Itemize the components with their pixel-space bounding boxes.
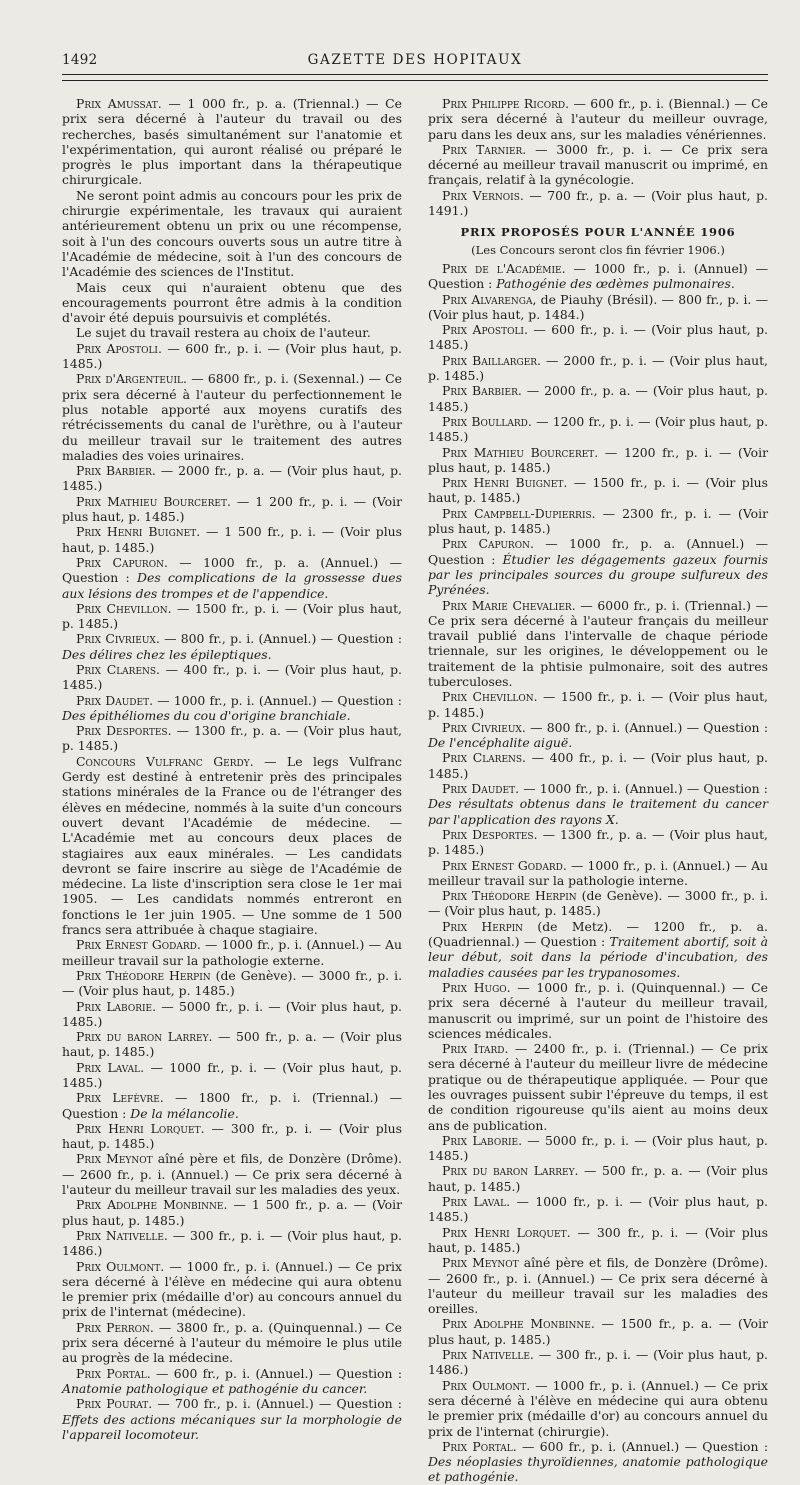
prize-entry-lorquet: [62, 1121, 402, 1152]
prize-name: Concours Vulfranc Gerdy.: [76, 753, 254, 769]
prize-question: Traitement abortif, soit à leur début, soit dans la période d'incubation, des maladies causées par les trypanosomes.: [428, 934, 768, 980]
prize-details: — 700 fr., p. i. (Annuel.) — Question :: [152, 1396, 402, 1412]
prize-entry-alvarenga: [428, 292, 768, 323]
prize-entry-r-clarens: [428, 750, 768, 781]
prize-entry-chevillon: [62, 601, 402, 632]
prize-details: — 1000 fr., p. i. (Annuel.) — Question :: [519, 781, 768, 797]
prize-details: — 600 fr., p. i. — (Voir plus haut, p. 1485.): [428, 322, 768, 353]
prize-details: — 1300 fr., p. a. — (Voir plus haut, p. 1485.): [62, 723, 402, 754]
prize-details: — 300 fr., p. i. — (Voir plus haut, p. 1485.): [62, 1120, 402, 1152]
prize-details: — 6800 fr., p. i. (Sexennal.) — Ce prix sera décerné à l'auteur du perfectionnement le plus notable apporté aux moyens curatifs des rétrécissements du canal de l'urèthre, ou à l'auteur du meilleur travail sur le traitement des autres maladies des voies urinaires.: [62, 371, 402, 463]
prize-entry-monbinne: [62, 1197, 402, 1228]
prize-details: — 6000 fr., p. i. (Triennal.) — Ce prix sera décerné à l'auteur français du meilleur travail publié dans l'intervalle de chaque période triennale, sur les origines, le développement ou le traitement de la phtisie pulmonaire, soit des autres tuberculoses.: [428, 597, 768, 689]
prize-entry-itard: [428, 1041, 768, 1133]
prize-entry-r-oulmont: [428, 1378, 768, 1439]
prize-details: — 600 fr., p. i. (Annuel.) — Question :: [150, 1365, 402, 1381]
prize-details: — 3000 fr., p. i. — Ce prix sera décerné au meilleur travail manuscrit ou imprimé, en français, relatif à la gynécologie.: [428, 141, 768, 188]
prize-name: Prix Ernest Godard.: [442, 857, 567, 873]
right-column: [428, 96, 769, 1485]
prize-entry-desportes: [62, 723, 402, 754]
paragraph: Le sujet du travail restera au choix de l'auteur.: [76, 325, 371, 341]
prize-entry-nativelle: [62, 1228, 402, 1259]
prize-name: Prix Desportes.: [442, 826, 538, 842]
page-header: [62, 52, 768, 72]
prize-entry-r-nativelle: [428, 1347, 768, 1378]
prize-name: Prix Boullard.: [442, 413, 532, 429]
prize-details: — 2400 fr., p. i. (Triennal.) — Ce prix sera décerné à l'auteur du meilleur livre de médecine pratique ou de thérapeutique appliquée. — Pour que les ouvrages puissent subir l'épreuve du temps, il est de condition rigoureuse qu'ils aient au moins deux ans de publication.: [428, 1041, 769, 1133]
prize-name: Prix d'Argenteuil.: [76, 371, 187, 387]
prize-entry-r-chevillon: [428, 689, 768, 720]
prize-question: Des complications de la grossesse dues aux lésions des trompes et de l'appendice.: [62, 570, 403, 601]
prize-name: Prix de l'Académie.: [442, 260, 566, 276]
prize-entry-amussat: [62, 96, 402, 188]
prize-details: — 1 000 fr., p. a. (Triennal.) — Ce prix sera décerné à l'auteur du travail ou des recherches, basés simultanément sur l'anatomie et l'expérimentation, qui auront réalisé ou préparé le progrès le plus important dans la thérapeutique chirurgicale.: [62, 96, 402, 188]
prize-name: Prix Daudet.: [76, 692, 154, 708]
prize-name: Prix Théodore Herpin: [76, 967, 211, 983]
prize-details: — 700 fr., p. a. — (Voir plus haut, p. 1491.): [428, 187, 768, 219]
prize-entry-r-godard: [428, 858, 768, 889]
prize-entry-r-monbinne: [428, 1316, 768, 1347]
prize-details: (de Genève). — 3000 fr., p. i. — (Voir plus haut, p. 1485.): [428, 888, 769, 919]
page-number: 1492: [62, 52, 98, 68]
prize-entry-laborie: [62, 999, 402, 1030]
prize-entry-meynot: [62, 1151, 402, 1197]
prize-question: Pathogénie des œdèmes pulmonaires.: [496, 276, 735, 292]
prize-details: (de Metz). — 1200 fr., p. a. (Quadriennal.) — Question :: [428, 918, 768, 950]
prize-question: Effets des actions mécaniques sur la morphologie de l'appareil locomoteur.: [62, 1411, 402, 1442]
prize-details: — 1000 fr., p. i. (Annuel.) — Ce prix sera décerné à l'élève en médecine qui aura obtenu le premier prix (médaille d'or) au concours annuel du prix de l'internat (chirurgie).: [428, 1377, 768, 1439]
prize-name: Prix Civrieux.: [442, 719, 526, 735]
prize-question: Des néoplasies thyroïdiennes, anatomie pathologique et pathogénie.: [428, 1454, 768, 1485]
prize-entry-baillarger: [428, 353, 768, 384]
prize-name: Prix Henri Buignet.: [442, 475, 568, 491]
prize-entry-tarnier: [428, 142, 768, 188]
prize-name: Prix Daudet.: [442, 781, 520, 797]
prize-entry-hugo: [428, 980, 768, 1041]
prize-details: — 1500 fr., p. i. — (Voir plus haut, p. 1485.): [428, 475, 769, 506]
prize-name: Prix Desportes.: [76, 723, 172, 739]
prize-name: Prix Civrieux.: [76, 631, 160, 647]
prize-name: Prix Hugo.: [442, 979, 511, 995]
prize-entry-r-lorquet: [428, 1225, 768, 1256]
prize-entry-bourceret: [62, 494, 402, 525]
prize-name: Prix Adolphe Monbinne.: [442, 1316, 595, 1332]
prize-entry-perron: [62, 1320, 402, 1366]
prize-details: — 600 fr., p. i. (Biennal.) — Ce prix sera décerné à l'auteur du meilleur ouvrage, paru dans les deux ans, sur les maladies vénériennes.: [428, 96, 768, 142]
prize-details: — 400 fr., p. i. — (Voir plus haut, p. 1485.): [428, 750, 768, 781]
prize-entry-r-apostoli: [428, 322, 768, 353]
prize-name: Prix Meynot: [76, 1151, 153, 1167]
prize-details: aîné père et fils, de Donzère (Drôme). — 2600 fr., p. i. (Annuel.) — Ce prix sera décerné à l'auteur du meilleur travail sur les maladies des yeux.: [62, 1151, 402, 1198]
prize-entry-lefevre: [62, 1090, 402, 1121]
prize-name: Prix Henri Lorquet.: [76, 1120, 205, 1136]
prize-entry-larrey: [62, 1029, 402, 1060]
prize-name: Prix Apostoli.: [442, 322, 528, 338]
prize-details: — 1000 fr., p. i. (Annuel.) — Ce prix sera décerné à l'élève en médecine qui aura obtenu le premier prix (médaille d'or) au concours annuel du prix de l'internat (médecine).: [62, 1258, 402, 1320]
prize-name: Prix Philippe Ricord.: [442, 96, 570, 111]
prize-details: — 1000 fr., p. i. (Quinquennal.) — Ce prix sera décerné à l'auteur du meilleur travail, manuscrit ou imprimé, sur un point de l'histoire des sciences médicales.: [428, 979, 768, 1041]
prize-details: — 1000 fr., p. i. (Annuel) — Question :: [428, 260, 768, 292]
paragraph: Ne seront point admis au concours pour les prix de chirurgie expérimentale, les travaux qui auraient antérieurement obtenu un prix ou une récompense, soit à l'un des concours ouverts sous un autre titre à l'Académie de médecine, soit à l'un des concours de l'Académie des sciences de l'Institut.: [62, 187, 402, 280]
prize-name: Prix Henri Buignet.: [76, 524, 201, 540]
prize-details: — 500 fr., p. a. — (Voir plus haut, p. 1485.): [428, 1163, 768, 1194]
prize-name: Prix Portal.: [76, 1365, 151, 1381]
prize-details: de Piauhy (Brésil). — 800 fr., p. i. — (Voir plus haut, p. 1484.): [428, 291, 769, 322]
prize-details: — 1000 fr., p. a. (Annuel.) — Question :: [62, 554, 402, 586]
prize-question: De la mélancolie.: [130, 1105, 239, 1121]
prize-question: Des résultats obtenus dans le traitement du cancer par l'application des rayons X.: [428, 796, 768, 827]
prize-name: Prix Henri Lorquet.: [442, 1224, 571, 1240]
prize-name: Prix du baron Larrey.: [76, 1029, 213, 1045]
prize-name: Prix Nativelle.: [76, 1227, 168, 1243]
prize-name: Prix Clarens.: [442, 750, 526, 766]
prize-entry-academie: [428, 261, 768, 292]
prize-question: Anatomie pathologique et pathogénie du cancer.: [62, 1380, 368, 1396]
prize-details: — 1000 fr., p. i. — (Voir plus haut, p. 1485.): [428, 1194, 768, 1225]
prize-details: — 800 fr., p. i. (Annuel.) — Question :: [525, 719, 768, 735]
prize-entry-capuron: [62, 555, 402, 601]
prize-details: — 300 fr., p. i. — (Voir plus haut, p. 1485.): [428, 1224, 768, 1255]
prize-entry-r-daudet: [428, 781, 768, 827]
prize-entry-r-bourceret: [428, 445, 768, 476]
prize-details: — Le legs Vulfranc Gerdy est destiné à entretenir près des principales stations minérales de la France ou de l'étranger des élèves en médecine, nommés à la suite d'un concours ouvert devant l'Académie de médecine. — L'Académie met au concours deux places de stagiaires aux eaux minérales. — Les candidats devront se faire inscrire au siège de l'Académie de médecine. La liste d'inscription sera close le 1er mai 1905. — Les candidats nommés entreront en fonctions le 1er juin 1905. — Une somme de 1 500 francs sera attribuée à chaque stagiaire.: [62, 753, 402, 938]
prize-name: Prix Meynot: [442, 1255, 519, 1271]
header-rule-thin: [62, 80, 768, 81]
left-column: [62, 96, 403, 1442]
paragraph: Mais ceux qui n'auraient obtenu que des encouragements pourront être admis à la condition d'avoir été depuis poursuivis et complétés.: [62, 279, 402, 326]
prize-entry-boullard: [428, 414, 768, 445]
prize-name: Prix Clarens.: [76, 661, 160, 677]
prize-entry-r-laval: [428, 1194, 768, 1225]
prize-entry-r-civrieux: [428, 720, 768, 751]
prize-entry-vernois: [428, 188, 768, 219]
prize-entry-clarens: [62, 662, 402, 693]
prize-entry-r-portal: [428, 1439, 768, 1485]
prize-entry-chevalier: [428, 598, 768, 690]
prize-details: — 3800 fr., p. a. (Quinquennal.) — Ce prix sera décerné à l'auteur du mémoire le plus utile au progrès de la médecine.: [62, 1319, 402, 1366]
prize-entry-buignet: [62, 524, 402, 555]
prize-entry-r-larrey: [428, 1163, 768, 1194]
prize-name: Prix Marie Chevalier.: [442, 597, 576, 613]
prize-details: — 2000 fr., p. i. — (Voir plus haut, p. 1485.): [428, 352, 768, 384]
prize-name: Prix Mathieu Bourceret.: [442, 444, 599, 460]
prize-name: Prix Barbier.: [76, 463, 156, 479]
prize-entry-portal: [62, 1366, 402, 1397]
prize-details: — 1300 fr., p. a. — (Voir plus haut, p. 1485.): [428, 826, 768, 858]
prize-entry-oulmont: [62, 1259, 402, 1320]
prize-details: — 800 fr., p. i. (Annuel.) — Question :: [159, 631, 402, 647]
prize-details: — 1 500 fr., p. a. — (Voir plus haut, p. 1485.): [62, 1197, 402, 1228]
prize-details: — 300 fr., p. i. — (Voir plus haut, p. 1486.): [428, 1347, 768, 1378]
section-note: (Les Concours seront clos fin février 1906.): [471, 242, 725, 257]
prize-question: De l'encéphalite aiguë.: [428, 735, 573, 751]
prize-name: Prix Capuron.: [76, 554, 168, 570]
prize-name: Prix Ernest Godard.: [76, 937, 201, 953]
prize-name: Prix Nativelle.: [442, 1347, 534, 1363]
prize-details: (de Genève). — 3000 fr., p. i. — (Voir plus haut, p. 1485.): [62, 967, 403, 999]
prize-name: Prix Lefèvre.: [76, 1090, 164, 1106]
prize-details: — 600 fr., p. i. — (Voir plus haut, p. 1485.): [62, 340, 402, 372]
prize-details: — 1800 fr., p. i. (Triennal.) — Question :: [62, 1090, 402, 1121]
prize-name: Prix Itard.: [442, 1041, 509, 1057]
prize-entry-godard: [62, 937, 402, 968]
prize-details: — 5000 fr., p. i. — (Voir plus haut, p. 1485.): [62, 998, 402, 1029]
prize-details: — 1000 fr., p. i. (Annuel.) — Question :: [153, 692, 402, 708]
prize-name: Prix Pourat.: [76, 1396, 153, 1412]
prize-name: Prix du baron Larrey.: [442, 1163, 579, 1179]
prize-name: Prix Vernois.: [442, 187, 524, 203]
prize-details: — 2000 fr., p. a. — (Voir plus haut, p. 1485.): [428, 383, 768, 414]
prize-entry-r-herpin-geneve: [428, 888, 768, 919]
prize-entry-civrieux: [62, 631, 402, 662]
prize-details: — 1500 fr., p. i. — (Voir plus haut, p. 1485.): [62, 600, 403, 632]
prize-details: — 1000 fr., p. i. (Annuel.) — Au meilleur travail sur la pathologie interne.: [428, 857, 768, 888]
prize-name: Prix Oulmont.: [442, 1377, 531, 1393]
prize-entry-r-capuron: [428, 536, 768, 597]
prize-name: Prix Herpin: [442, 918, 524, 934]
prize-name: Prix Baillarger.: [442, 352, 541, 368]
prize-name: Prix Laborie.: [442, 1132, 523, 1148]
prize-details: — 1000 fr., p. a. (Annuel.) — Question :: [428, 536, 768, 567]
prize-entry-r-laborie: [428, 1133, 768, 1164]
prize-name: Prix Campbell-Dupierris.: [442, 505, 596, 521]
prize-entry-r-desportes: [428, 827, 768, 858]
prize-name: Prix Oulmont.: [76, 1258, 165, 1274]
prize-details: — 400 fr., p. i. — (Voir plus haut, p. 1485.): [62, 661, 402, 693]
prize-details: — 600 fr., p. i. (Annuel.) — Question :: [516, 1438, 768, 1454]
prize-name: Prix Laval.: [442, 1194, 511, 1210]
prize-question: Des délires chez les épileptiques.: [62, 646, 272, 662]
prize-entry-herpin-metz: [428, 919, 768, 980]
prize-entry-daudet: [62, 693, 402, 724]
prize-details: — 1000 fr., p. i. — (Voir plus haut, p. 1485.): [62, 1059, 402, 1090]
prize-entry-herpin-geneve: [62, 968, 402, 999]
prize-name: Prix Mathieu Bourceret.: [76, 493, 231, 509]
prize-details: — 1 200 fr., p. i. — (Voir plus haut, p. 1485.): [62, 493, 402, 525]
prize-details: — 2000 fr., p. a. — (Voir plus haut, p. 1485.): [62, 463, 402, 494]
prize-name: Prix Laborie.: [76, 998, 157, 1014]
prize-details: — 300 fr., p. i. — (Voir plus haut, p. 1486.): [62, 1227, 402, 1259]
prize-entry-barbier: [62, 463, 402, 494]
prize-name: Prix Alvarenga,: [442, 291, 537, 307]
prize-name: Prix Apostoli.: [76, 340, 162, 356]
prize-details: — 1500 fr., p. a. — (Voir plus haut, p. 1485.): [428, 1316, 768, 1347]
prize-name: Prix Amussat.: [76, 96, 162, 111]
prize-details: — 1200 fr., p. i. — (Voir plus haut, p. 1485.): [428, 413, 769, 445]
running-title: GAZETTE DES HOPITAUX: [307, 52, 523, 68]
prize-entry-campbell: [428, 506, 768, 537]
prize-entry-r-buignet: [428, 475, 768, 506]
prize-name: Prix Tarnier.: [442, 141, 527, 157]
prize-details: — 1 500 fr., p. i. — (Voir plus haut, p. 1485.): [62, 524, 403, 555]
prize-entry-r-barbier: [428, 383, 768, 414]
prize-name: Prix Chevillon.: [76, 600, 172, 616]
prize-name: Prix Portal.: [442, 1438, 517, 1454]
section-heading: PRIX PROPOSÉS POUR L'ANNÉE 1906: [460, 225, 736, 240]
prize-details: — 2300 fr., p. i. — (Voir plus haut, p. 1485.): [428, 505, 768, 537]
prize-entry-argenteuil: [62, 371, 402, 463]
prize-question: Des épithéliomes du cou d'origine branchiale.: [62, 707, 351, 723]
prize-details: — 5000 fr., p. i. — (Voir plus haut, p. 1485.): [428, 1132, 768, 1164]
prize-name: Prix Capuron.: [442, 536, 534, 552]
prize-name: Prix Barbier.: [442, 383, 522, 399]
prize-details: — 1000 fr., p. i. (Annuel.) — Au meilleur travail sur la pathologie externe.: [62, 937, 402, 968]
prize-details: — 1500 fr., p. i. — (Voir plus haut, p. 1485.): [428, 689, 769, 720]
prize-details: aîné père et fils, de Donzère (Drôme). — 2600 fr., p. i. (Annuel.) — Ce prix sera décerné à l'auteur du meilleur travail sur les maladies des oreilles.: [428, 1255, 768, 1317]
prize-entry-pourat: [62, 1396, 402, 1442]
prize-name: Prix Laval.: [76, 1059, 145, 1075]
prize-entry-gerdy: [62, 754, 402, 938]
prize-details: — 1200 fr., p. i. — (Voir plus haut, p. 1485.): [428, 444, 768, 475]
prize-name: Prix Adolphe Monbinne.: [76, 1197, 228, 1213]
prize-entry-r-meynot: [428, 1255, 768, 1316]
prize-name: Prix Théodore Herpin: [442, 888, 577, 904]
prize-entry-apostoli: [62, 341, 402, 372]
prize-name: Prix Chevillon.: [442, 689, 538, 705]
prize-name: Prix Perron.: [76, 1319, 154, 1335]
prize-entry-laval: [62, 1060, 402, 1091]
prize-question: Étudier les dégagements gazeux fournis par les principales sources du groupe sulfureux des Pyrénées.: [428, 551, 768, 598]
prize-details: — 500 fr., p. a. — (Voir plus haut, p. 1485.): [62, 1029, 402, 1060]
header-rule-thick: [62, 74, 768, 75]
prize-entry-ricord: [428, 96, 768, 142]
